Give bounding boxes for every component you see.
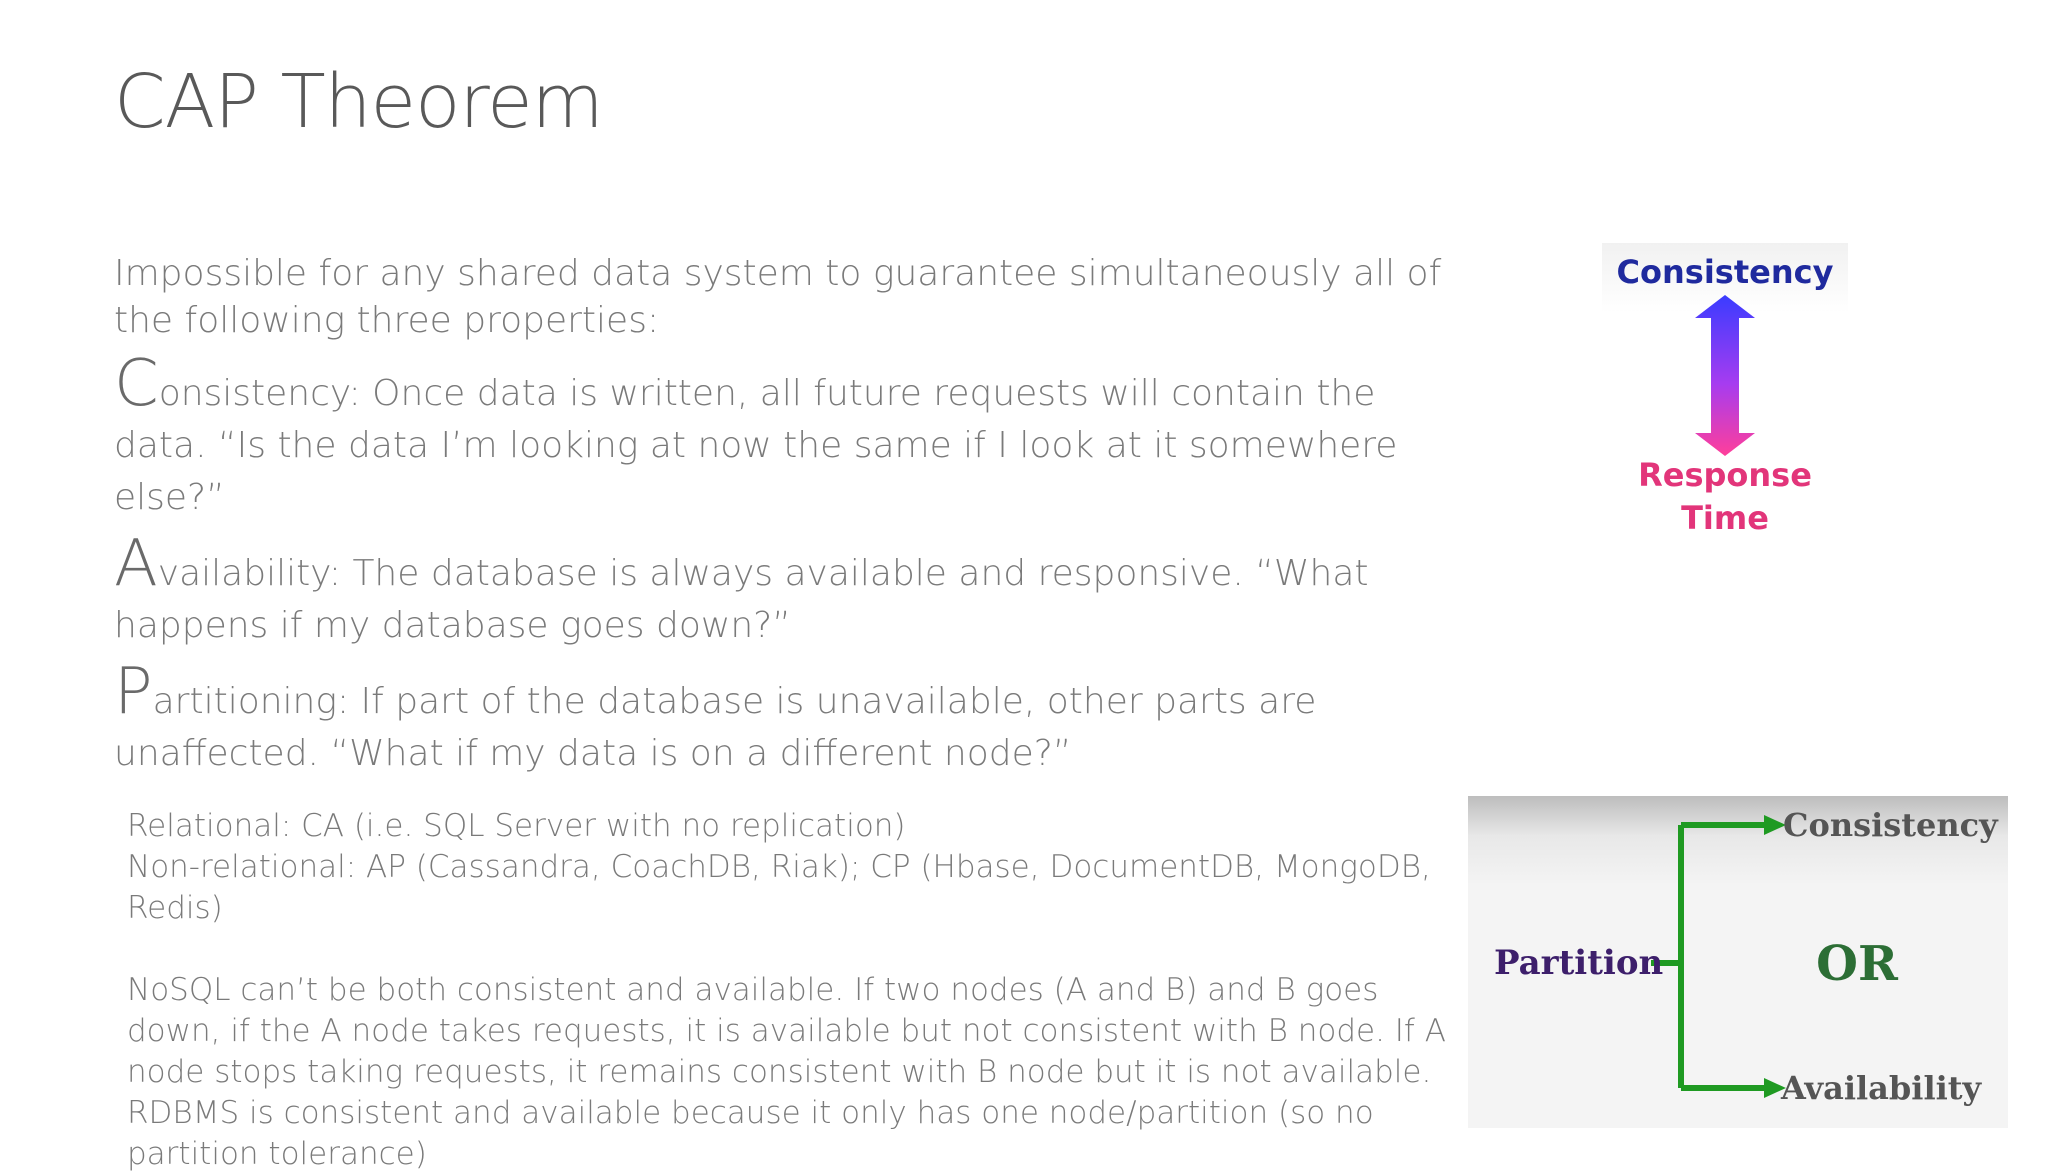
drop-cap-p: P [114,655,153,729]
consistency-label: Consistency [1783,806,1998,844]
partition-diagram [1468,796,2008,1128]
intro-text: Impossible for any shared data system to guarantee simultaneously all of the following three properties: [114,253,1442,341]
note-relational: Relational: CA (i.e. SQL Server with no replication) [127,808,906,844]
tradeoff-diagram [1602,243,1848,543]
tradeoff-bottom-label-line2: Time [1681,499,1769,537]
property-partitioning [114,655,1444,780]
property-availability-text: vailability: The database is always available and responsive. “What happens if my database goes down?” [114,553,1369,646]
availability-label: Availability [1781,1069,1982,1107]
note-nonrelational: Non-relational: AP (Cassandra, CoachDB, Riak); CP (Hbase, DocumentDB, MongoDB, Redis) [127,849,1431,926]
partition-branch-lines [1651,825,1768,1088]
tradeoff-top-label: Consistency [1616,253,1834,291]
partition-figure [1468,796,2008,1128]
database-notes [127,806,1457,1175]
note-spacer [127,929,1457,970]
or-label: OR [1816,936,1898,992]
cap-description [114,250,1444,780]
property-consistency-text: onsistency: Once data is written, all future requests will contain the data. “Is the data I’m looking at now the same if I look at it somewhere else?” [114,373,1398,518]
tradeoff-bottom-label-line1: Response [1638,456,1812,494]
slide-title: CAP Theorem [114,59,603,145]
property-availability [114,527,1444,652]
property-consistency [114,347,1444,524]
double-arrow-icon [1695,295,1755,456]
drop-cap-a: A [114,527,158,601]
property-partitioning-text: artitioning: If part of the database is unavailable, other parts are unaffected. “What if my data is on a different node?” [114,681,1317,774]
partition-label: Partition [1494,943,1664,983]
note-nosql: NoSQL can’t be both consistent and available. If two nodes (A and B) and B goes down, if the A node takes requests, it is available but not consistent with B node. If A node stops taking requests, it remains consistent with B node but it is not available. RDBMS is consistent and available because it only has one node/partition (so no partition tolerance) [127,972,1446,1172]
consistency-response-time-figure [1602,243,1848,543]
drop-cap-c: C [114,347,159,421]
